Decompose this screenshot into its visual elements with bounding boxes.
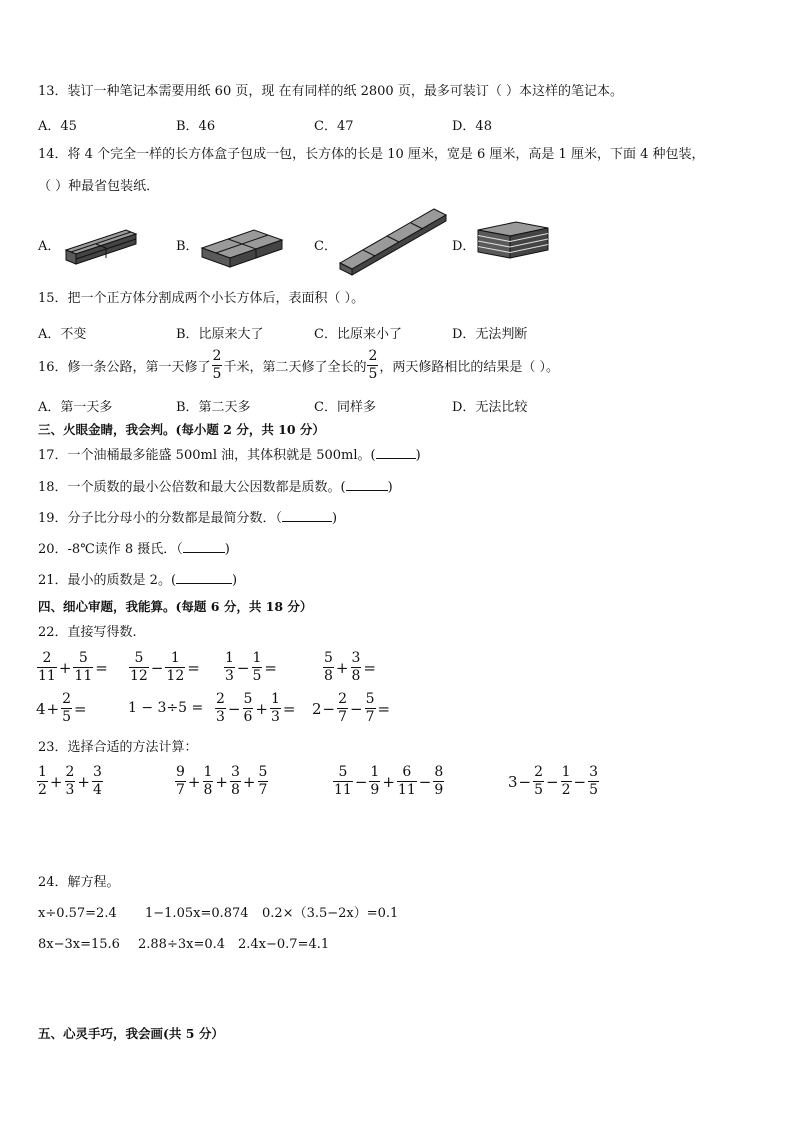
q24-eq-2: 1−1.05x=0.874 xyxy=(145,906,249,921)
section3-title: 三、火眼金睛，我会判。(每小题 2 分，共 10 分） xyxy=(38,422,325,437)
q16-stem-b: 千米，第二天修了全长的 xyxy=(223,360,367,375)
q23-expr-1: $\frac{1}{2}$ + $\frac{2}{3}$ + $\frac{3}{4}$ xyxy=(38,764,102,798)
q22-expr-1: $\frac{2}{11}$ + $\frac{5}{11}$ = xyxy=(38,650,108,684)
q16-option-d[interactable]: D．无法比较 xyxy=(452,400,528,415)
box-pack-c-image xyxy=(336,203,451,278)
q16-option-b[interactable]: B．第二天多 xyxy=(176,400,251,415)
q16-stem-c: ，两天修路相比的结果是（ ）。 xyxy=(379,360,560,375)
q24-eq-5: 2.88÷3x=0.4 xyxy=(138,937,226,952)
q19-answer-blank[interactable] xyxy=(282,521,332,522)
q15-stem: 15．把一个正方体分割成两个小长方体后，表面积（ ）。 xyxy=(38,291,365,306)
q13-option-a[interactable]: A．45 xyxy=(38,119,77,134)
q15-option-d[interactable]: D．无法判断 xyxy=(452,327,528,342)
box-pack-d-image xyxy=(474,218,554,268)
q22-expr-3: $\frac{1}{3}$ − $\frac{1}{5}$ = xyxy=(225,650,277,684)
q23-expr-3: $\frac{5}{11}$ − $\frac{1}{9}$ + $\frac{6}{11}$ − $\frac{8}{9}$ xyxy=(334,764,444,798)
q22-expr-4: $\frac{5}{8}$ + $\frac{3}{8}$ = xyxy=(324,650,376,684)
q22-expr-2: $\frac{5}{12}$ − $\frac{1}{12}$ = xyxy=(130,650,200,684)
q22-expr-8: 2 − $\frac{2}{7}$ − $\frac{5}{7}$ = xyxy=(312,691,391,725)
q20-answer-blank[interactable] xyxy=(183,552,225,553)
q15-option-c[interactable]: C．比原来小了 xyxy=(314,327,402,342)
q18-statement: 18．一个质数的最小公倍数和最大公因数都是质数。( ) xyxy=(38,480,393,495)
q14-stem-line2: （ ）种最省包装纸． xyxy=(38,179,160,194)
q24-title: 24．解方程。 xyxy=(38,875,120,890)
q23-expr-2: $\frac{9}{7}$ + $\frac{1}{8}$ + $\frac{3}{8}$ + $\frac{5}{7}$ xyxy=(176,764,268,798)
q16-option-a[interactable]: A．第一天多 xyxy=(38,400,113,415)
q14-option-a[interactable]: A． xyxy=(38,239,61,254)
q18-answer-blank[interactable] xyxy=(346,490,388,491)
q20-statement: 20．-8℃读作 8 摄氏．（ ) xyxy=(38,542,230,557)
q15-option-a[interactable]: A．不变 xyxy=(38,327,87,342)
q23-expr-4: 3 − $\frac{2}{5}$ − $\frac{1}{2}$ − $\frac{3}{5}$ xyxy=(508,764,599,798)
q22-expr-6: 1 − 3÷5 = xyxy=(128,700,204,716)
q24-eq-1: x÷0.57=2.4 xyxy=(38,906,117,921)
q13-option-c[interactable]: C．47 xyxy=(314,119,354,134)
q16-stem xyxy=(38,349,559,382)
q21-statement: 21．最小的质数是 2。( ) xyxy=(38,573,238,588)
q16-option-c[interactable]: C．同样多 xyxy=(314,400,376,415)
q23-title: 23．选择合适的方法计算： xyxy=(38,740,198,755)
section4-title: 四、细心审题，我能算。(每题 6 分，共 18 分） xyxy=(38,599,313,614)
box-pack-a-image xyxy=(60,212,140,272)
q22-expr-7: $\frac{2}{3}$ − $\frac{5}{6}$ + $\frac{1}{3}$ = xyxy=(216,691,296,725)
q22-title: 22．直接写得数. xyxy=(38,625,137,640)
q14-option-c[interactable]: C． xyxy=(314,239,337,254)
q22-expr-5: 4 + $\frac{2}{5}$ = xyxy=(36,691,87,725)
q24-eq-3: 0.2×（3.5−2x）=0.1 xyxy=(262,906,399,921)
q15-option-b[interactable]: B．比原来大了 xyxy=(176,327,264,342)
q13-stem: 13．装订一种笔记本需要用纸 60 页，现 在有同样的纸 2800 页，最多可装订（ ）本这样的笔记本。 xyxy=(38,84,623,99)
q14-stem-line1: 14．将 4 个完全一样的长方体盒子包成一包，长方体的长是 10 厘米，宽是 6 厘米，高是 1 厘米，下面 4 种包装， xyxy=(38,147,705,162)
q14-option-b[interactable]: B． xyxy=(176,239,199,254)
q16-fraction-1: $\frac{2}{5}$ xyxy=(212,348,222,382)
q13-option-b[interactable]: B．46 xyxy=(176,119,216,134)
section5-title: 五、心灵手巧，我会画(共 5 分） xyxy=(38,1026,224,1041)
q14-option-d[interactable]: D． xyxy=(452,239,476,254)
q16-fraction-2: $\frac{2}{5}$ xyxy=(368,348,378,382)
q19-statement: 19．分子比分母小的分数都是最简分数．（ ) xyxy=(38,511,338,526)
q24-eq-6: 2.4x−0.7=4.1 xyxy=(238,937,330,952)
q21-answer-blank[interactable] xyxy=(176,583,232,584)
q16-stem-a: 16．修一条公路，第一天修了 xyxy=(38,360,211,375)
q24-eq-4: 8x−3x=15.6 xyxy=(38,937,120,952)
q17-answer-blank[interactable] xyxy=(376,458,416,459)
q17-statement: 17．一个油桶最多能盛 500ml 油，其体积就是 500ml。( ) xyxy=(38,448,421,463)
q13-option-d[interactable]: D．48 xyxy=(452,119,492,134)
box-pack-b-image xyxy=(198,210,288,270)
